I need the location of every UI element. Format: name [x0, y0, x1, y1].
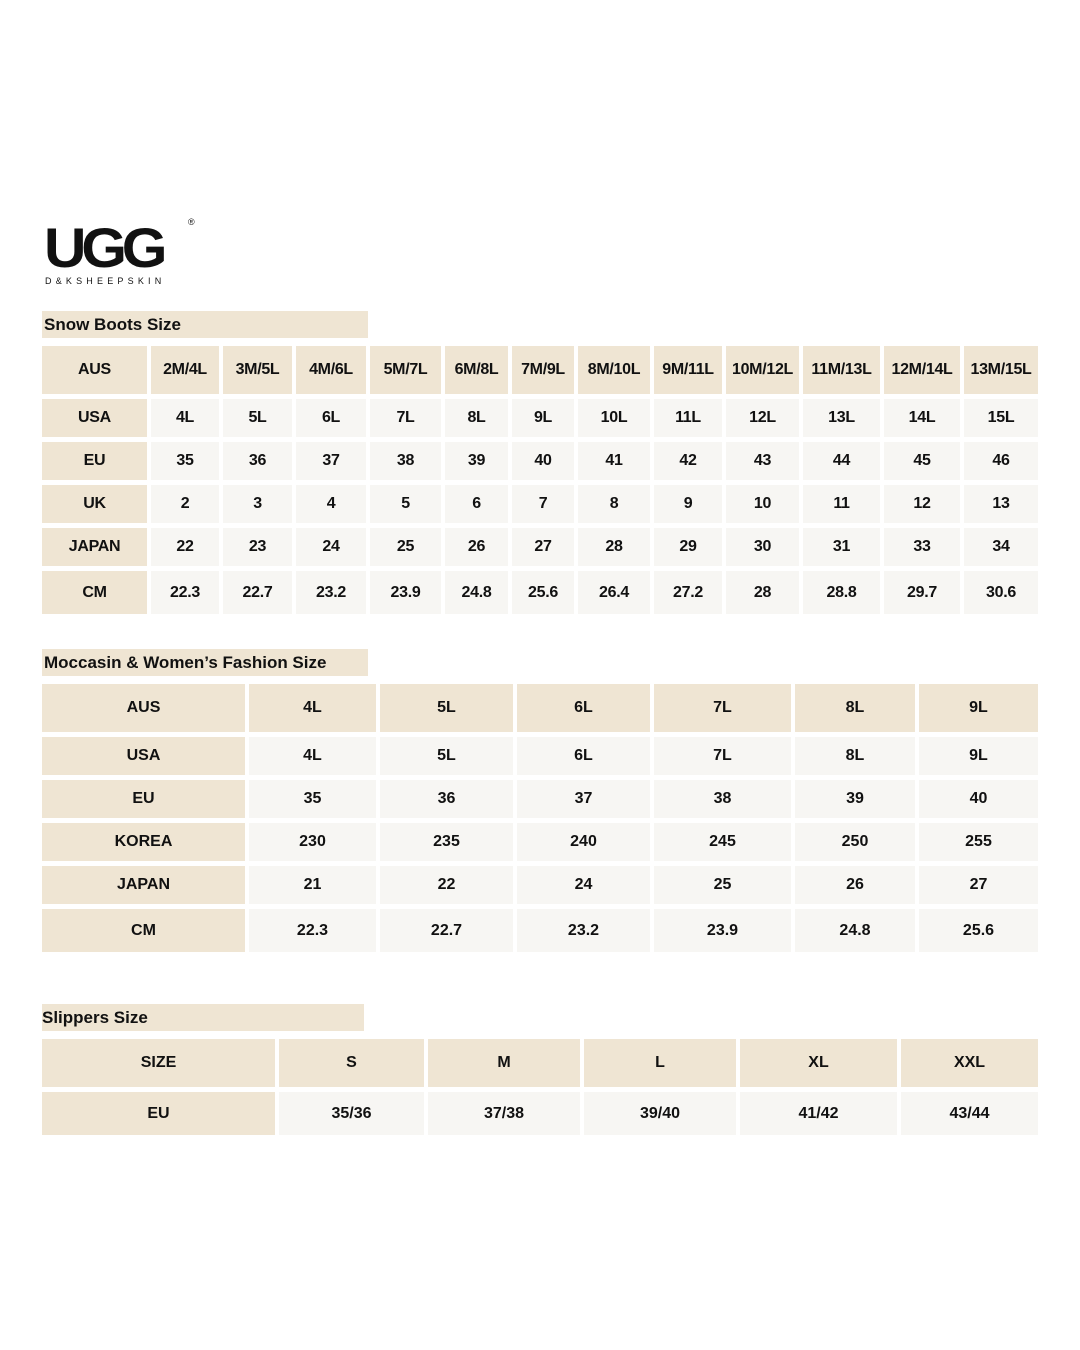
size-cell: 25: [654, 866, 795, 909]
table-row: [42, 823, 1038, 866]
size-cell: 9: [654, 485, 726, 528]
size-cell: 25: [370, 528, 445, 571]
size-cell: 3: [223, 485, 296, 528]
row-label-cell: UK: [42, 485, 151, 528]
size-cell: 24: [296, 528, 370, 571]
size-cell: 43: [726, 442, 803, 485]
row-label-cell: AUS: [42, 684, 249, 737]
row-label-cell: EU: [42, 442, 151, 485]
column-header-cell: 10M/12L: [726, 346, 803, 399]
size-cell: 45: [884, 442, 964, 485]
slippers-title: Slippers Size: [42, 1004, 364, 1031]
size-cell: 25.6: [919, 909, 1038, 952]
table-row: [42, 485, 1038, 528]
column-header-cell: 4M/6L: [296, 346, 370, 399]
size-cell: 27: [512, 528, 578, 571]
size-cell: 37/38: [428, 1092, 584, 1135]
column-header-cell: 9L: [919, 684, 1038, 737]
size-cell: 23.2: [296, 571, 370, 614]
size-cell: 41/42: [740, 1092, 901, 1135]
table-row: [42, 571, 1038, 614]
size-cell: 250: [795, 823, 919, 866]
size-cell: 27.2: [654, 571, 726, 614]
column-header-cell: 7M/9L: [512, 346, 578, 399]
size-cell: 22: [151, 528, 223, 571]
size-cell: 245: [654, 823, 795, 866]
row-label-cell: SIZE: [42, 1039, 279, 1092]
size-cell: 5L: [380, 737, 517, 780]
size-cell: 13: [964, 485, 1038, 528]
size-cell: 39/40: [584, 1092, 740, 1135]
snow-boots-title: Snow Boots Size: [42, 311, 368, 338]
size-cell: 22.3: [249, 909, 380, 952]
column-header-cell: 2M/4L: [151, 346, 223, 399]
row-label-cell: JAPAN: [42, 866, 249, 909]
row-label-cell: CM: [42, 571, 151, 614]
row-label-cell: EU: [42, 1092, 279, 1135]
size-cell: 6L: [517, 737, 654, 780]
size-cell: 37: [517, 780, 654, 823]
size-cell: 23.2: [517, 909, 654, 952]
size-cell: 12: [884, 485, 964, 528]
size-cell: 28.8: [803, 571, 884, 614]
size-cell: 35: [249, 780, 380, 823]
size-cell: 33: [884, 528, 964, 571]
size-cell: 39: [795, 780, 919, 823]
size-cell: 35: [151, 442, 223, 485]
table-row: [42, 528, 1038, 571]
size-cell: 29: [654, 528, 726, 571]
size-cell: 27: [919, 866, 1038, 909]
size-cell: 14L: [884, 399, 964, 442]
column-header-cell: 8L: [795, 684, 919, 737]
table-row: [42, 1039, 1038, 1092]
size-cell: 9L: [919, 737, 1038, 780]
size-cell: 12L: [726, 399, 803, 442]
logo-tagline: D&KSHEEPSKIN: [45, 276, 166, 286]
size-cell: 24.8: [445, 571, 512, 614]
size-cell: 41: [578, 442, 654, 485]
size-cell: 34: [964, 528, 1038, 571]
size-cell: 30.6: [964, 571, 1038, 614]
size-cell: 26: [795, 866, 919, 909]
size-cell: 11L: [654, 399, 726, 442]
column-header-cell: XL: [740, 1039, 901, 1092]
size-cell: 40: [512, 442, 578, 485]
size-cell: 22: [380, 866, 517, 909]
size-cell: 4L: [249, 737, 380, 780]
size-cell: 38: [370, 442, 445, 485]
size-cell: 35/36: [279, 1092, 428, 1135]
row-label-cell: USA: [42, 737, 249, 780]
size-cell: 42: [654, 442, 726, 485]
row-label-cell: USA: [42, 399, 151, 442]
column-header-cell: 12M/14L: [884, 346, 964, 399]
size-cell: 22.7: [223, 571, 296, 614]
column-header-cell: M: [428, 1039, 584, 1092]
size-cell: 23: [223, 528, 296, 571]
slippers-size-table: [42, 1039, 1038, 1135]
size-cell: 4L: [151, 399, 223, 442]
size-cell: 36: [223, 442, 296, 485]
ugg-logo: [44, 218, 204, 288]
size-cell: 24: [517, 866, 654, 909]
table-row: [42, 684, 1038, 737]
column-header-cell: 11M/13L: [803, 346, 884, 399]
moccasin-size-table: [42, 684, 1038, 952]
size-cell: 7L: [654, 737, 795, 780]
size-cell: 5L: [223, 399, 296, 442]
size-cell: 5: [370, 485, 445, 528]
size-cell: 37: [296, 442, 370, 485]
size-cell: 7L: [370, 399, 445, 442]
size-cell: 39: [445, 442, 512, 485]
table-row: [42, 399, 1038, 442]
size-cell: 6: [445, 485, 512, 528]
size-cell: 28: [726, 571, 803, 614]
size-cell: 8: [578, 485, 654, 528]
size-cell: 40: [919, 780, 1038, 823]
size-cell: 9L: [512, 399, 578, 442]
table-row: [42, 780, 1038, 823]
column-header-cell: 5M/7L: [370, 346, 445, 399]
logo-wordmark: UGG: [44, 216, 163, 279]
size-cell: 10L: [578, 399, 654, 442]
column-header-cell: 3M/5L: [223, 346, 296, 399]
size-cell: 4: [296, 485, 370, 528]
size-cell: 255: [919, 823, 1038, 866]
size-cell: 21: [249, 866, 380, 909]
size-cell: 22.7: [380, 909, 517, 952]
row-label-cell: EU: [42, 780, 249, 823]
column-header-cell: 13M/15L: [964, 346, 1038, 399]
size-cell: 25.6: [512, 571, 578, 614]
size-cell: 38: [654, 780, 795, 823]
table-row: [42, 1092, 1038, 1135]
size-cell: 46: [964, 442, 1038, 485]
size-cell: 11: [803, 485, 884, 528]
size-cell: 26: [445, 528, 512, 571]
table-row: [42, 442, 1038, 485]
column-header-cell: 5L: [380, 684, 517, 737]
column-header-cell: 7L: [654, 684, 795, 737]
row-label-cell: CM: [42, 909, 249, 952]
table-row: [42, 737, 1038, 780]
size-cell: 28: [578, 528, 654, 571]
snow-boots-size-table: [42, 346, 1038, 614]
size-cell: 8L: [795, 737, 919, 780]
column-header-cell: 8M/10L: [578, 346, 654, 399]
table-row: [42, 909, 1038, 952]
registered-mark: ®: [188, 217, 195, 227]
size-cell: 7: [512, 485, 578, 528]
column-header-cell: 9M/11L: [654, 346, 726, 399]
table-row: [42, 346, 1038, 399]
size-cell: 15L: [964, 399, 1038, 442]
table-row: [42, 866, 1038, 909]
row-label-cell: AUS: [42, 346, 151, 399]
size-cell: 2: [151, 485, 223, 528]
row-label-cell: KOREA: [42, 823, 249, 866]
size-cell: 22.3: [151, 571, 223, 614]
row-label-cell: JAPAN: [42, 528, 151, 571]
size-cell: 44: [803, 442, 884, 485]
size-cell: 240: [517, 823, 654, 866]
column-header-cell: 6M/8L: [445, 346, 512, 399]
size-cell: 30: [726, 528, 803, 571]
size-cell: 23.9: [654, 909, 795, 952]
size-cell: 29.7: [884, 571, 964, 614]
column-header-cell: L: [584, 1039, 740, 1092]
size-cell: 6L: [296, 399, 370, 442]
size-cell: 43/44: [901, 1092, 1038, 1135]
size-cell: 36: [380, 780, 517, 823]
moccasin-title: Moccasin & Women’s Fashion Size: [42, 649, 368, 676]
column-header-cell: 4L: [249, 684, 380, 737]
column-header-cell: XXL: [901, 1039, 1038, 1092]
column-header-cell: 6L: [517, 684, 654, 737]
size-cell: 13L: [803, 399, 884, 442]
size-cell: 31: [803, 528, 884, 571]
size-cell: 24.8: [795, 909, 919, 952]
column-header-cell: S: [279, 1039, 428, 1092]
size-cell: 8L: [445, 399, 512, 442]
size-cell: 235: [380, 823, 517, 866]
size-cell: 10: [726, 485, 803, 528]
size-cell: 230: [249, 823, 380, 866]
size-cell: 26.4: [578, 571, 654, 614]
size-cell: 23.9: [370, 571, 445, 614]
